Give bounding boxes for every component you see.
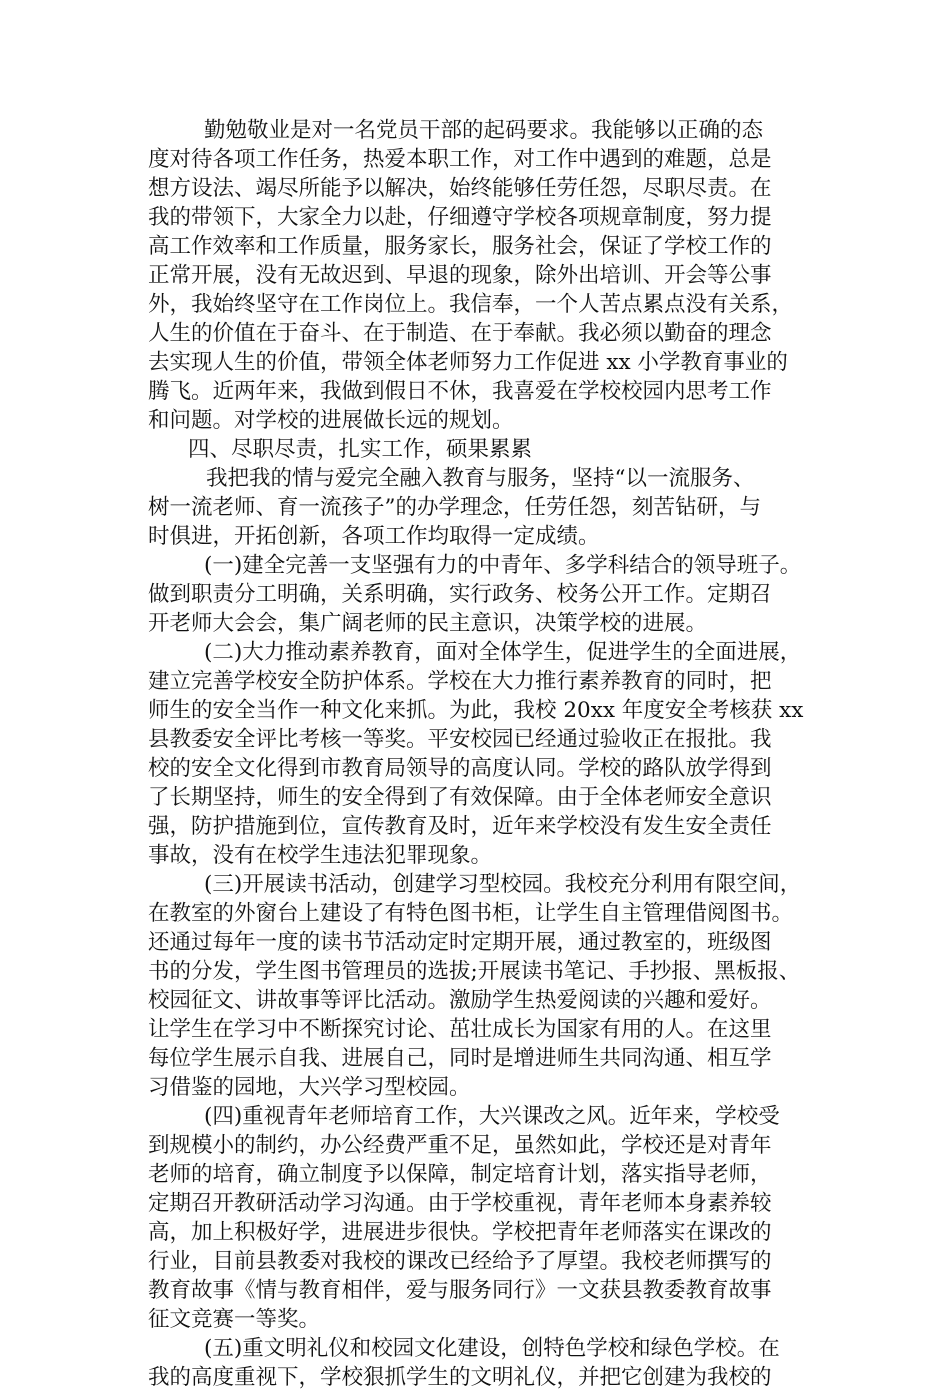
paragraph-line: (一)建全完善一支坚强有力的中青年、多学科结合的领导班子。 bbox=[204, 553, 802, 578]
paragraph-line: 定期召开教研活动学习沟通。由于学校重视，青年老师本身素养较 bbox=[148, 1191, 772, 1216]
paragraph-line: 了长期坚持，师生的安全得到了有效保障。由于全体老师安全意识 bbox=[148, 785, 772, 810]
paragraph-line: 每位学生展示自我、进展自己，同时是增进师生共同沟通、相互学 bbox=[148, 1046, 772, 1071]
paragraph-line: 我把我的情与爱完全融入教育与服务，坚持“以一流服务、 bbox=[206, 466, 755, 491]
paragraph-line: 度对待各项工作任务，热爱本职工作，对工作中遇到的难题，总是 bbox=[148, 147, 772, 172]
paragraph-line: 腾飞。近两年来，我做到假日不休，我喜爱在学校校园内思考工作 bbox=[148, 379, 772, 404]
paragraph-line: 老师的培育，确立制度予以保障，制定培育计划，落实指导老师， bbox=[148, 1162, 772, 1187]
paragraph-line: 校的安全文化得到市教育局领导的高度认同。学校的路队放学得到 bbox=[148, 756, 772, 781]
paragraph-line: 我的带领下，大家全力以赴，仔细遵守学校各项规章制度，努力提 bbox=[148, 205, 772, 230]
paragraph-line: 高工作效率和工作质量，服务家长，服务社会，保证了学校工作的 bbox=[148, 234, 772, 259]
paragraph-line: 人生的价值在于奋斗、在于制造、在于奉献。我必须以勤奋的理念 bbox=[148, 321, 772, 346]
paragraph-line: 行业，目前县教委对我校的课改已经给予了厚望。我校老师撰写的 bbox=[148, 1249, 772, 1274]
paragraph-line: 和问题。对学校的进展做长远的规划。 bbox=[148, 408, 514, 433]
paragraph-line: 去实现人生的价值，带领全体老师努力工作促进 xx 小学教育事业的 bbox=[148, 350, 788, 375]
section-heading: 四、尽职尽责，扎实工作，硕果累累 bbox=[188, 437, 533, 462]
paragraph-line: (四)重视青年老师培育工作，大兴课改之风。近年来，学校受 bbox=[204, 1104, 780, 1129]
paragraph-line: 做到职责分工明确，关系明确，实行政务、校务公开工作。定期召 bbox=[148, 582, 772, 607]
paragraph-line: 在教室的外窗台上建设了有特色图书柜，让学生自主管理借阅图书。 bbox=[148, 901, 794, 926]
paragraph-line: 时俱进，开拓创新，各项工作均取得一定成绩。 bbox=[148, 524, 600, 549]
paragraph-line: 校园征文、讲故事等评比活动。激励学生热爱阅读的兴趣和爱好。 bbox=[148, 988, 772, 1013]
paragraph-line: 勤勉敬业是对一名党员干部的起码要求。我能够以正确的态 bbox=[204, 118, 764, 143]
paragraph-line: (三)开展读书活动，创建学习型校园。我校充分利用有限空间， bbox=[204, 872, 802, 897]
paragraph-line: 外，我始终坚守在工作岗位上。我信奉，一个人苦点累点没有关系， bbox=[148, 292, 794, 317]
paragraph-line: 开老师大会会，集广阔老师的民主意识，决策学校的进展。 bbox=[148, 611, 708, 636]
paragraph-line: 高，加上积极好学，进展进步很快。学校把青年老师落实在课改的 bbox=[148, 1220, 772, 1245]
paragraph-line: 习借鉴的园地，大兴学习型校园。 bbox=[148, 1075, 471, 1100]
paragraph-line: 树一流老师、育一流孩子”的办学理念，任劳任怨，刻苦钻研，与 bbox=[148, 495, 761, 520]
paragraph-line: 到规模小的制约，办公经费严重不足，虽然如此，学校还是对青年 bbox=[148, 1133, 772, 1158]
paragraph-line: 想方设法、竭尽所能予以解决，始终能够任劳任怨，尽职尽责。在 bbox=[148, 176, 772, 201]
paragraph-line: 教育故事《情与教育相伴，爱与服务同行》一文获县教委教育故事 bbox=[148, 1278, 772, 1303]
paragraph-line: 我的高度重视下，学校狠抓学生的文明礼仪，并把它创建为我校的 bbox=[148, 1365, 772, 1390]
paragraph-line: (二)大力推动素养教育，面对全体学生，促进学生的全面进展， bbox=[204, 640, 802, 665]
paragraph-line: 事故，没有在校学生违法犯罪现象。 bbox=[148, 843, 493, 868]
paragraph-line: 让学生在学习中不断探究讨论、茁壮成长为国家有用的人。在这里 bbox=[148, 1017, 772, 1042]
paragraph-line: (五)重文明礼仪和校园文化建设，创特色学校和绿色学校。在 bbox=[204, 1336, 780, 1361]
paragraph-line: 还通过每年一度的读书节活动定时定期开展，通过教室的，班级图 bbox=[148, 930, 772, 955]
paragraph-line: 建立完善学校安全防护体系。学校在大力推行素养教育的同时，把 bbox=[148, 669, 772, 694]
paragraph-line: 征文竞赛一等奖。 bbox=[148, 1307, 321, 1332]
paragraph-line: 强，防护措施到位，宣传教育及时，近年来学校没有发生安全责任 bbox=[148, 814, 772, 839]
document-body bbox=[148, 116, 816, 1392]
paragraph-line: 县教委安全评比考核一等奖。平安校园已经通过验收正在报批。我 bbox=[148, 727, 772, 752]
paragraph-line: 正常开展，没有无故迟到、早退的现象，除外出培训、开会等公事 bbox=[148, 263, 772, 288]
paragraph-line: 师生的安全当作一种文化来抓。为此，我校 20xx 年度安全考核获 xx bbox=[148, 698, 804, 723]
paragraph-line: 书的分发，学生图书管理员的选拔;开展读书笔记、手抄报、黑板报、 bbox=[148, 959, 801, 984]
